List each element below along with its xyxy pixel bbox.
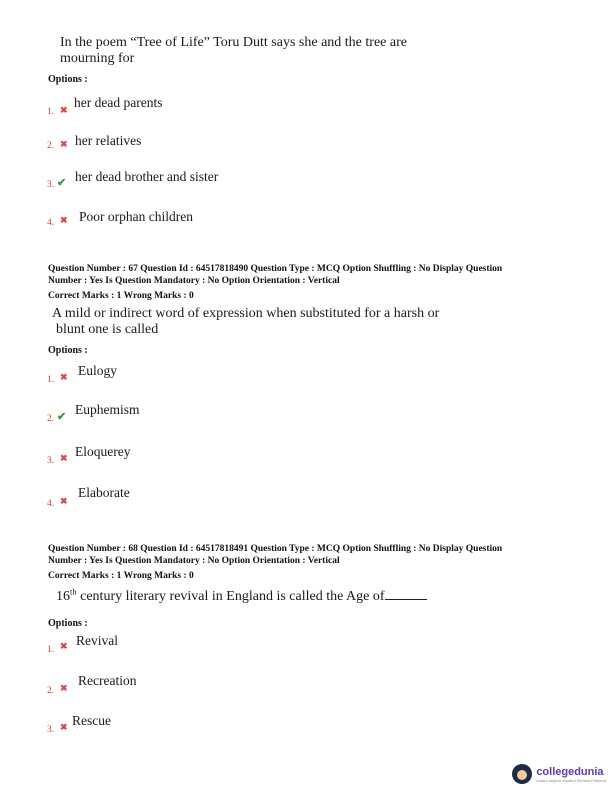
logo-name: collegedunia [536,765,604,778]
wrong-mark-icon: ✖ [60,372,68,382]
wrong-mark-icon: ✖ [60,139,68,149]
q66-option4-text[interactable]: Poor orphan children [79,209,193,224]
q66-option2-number: 2. [47,141,55,151]
q68-option2-number: 2. [47,686,55,696]
answer-blank [385,589,427,600]
q66-options-label: Options : [48,74,88,85]
q68-text-superscript: th [70,586,77,597]
q68-option3-number: 3. [47,725,55,735]
q67-option4-text[interactable]: Elaborate [78,485,130,500]
q68-option1-text[interactable]: Revival [76,633,118,648]
q66-option1-text[interactable]: her dead parents [74,95,163,110]
q67-marks: Correct Marks : 1 Wrong Marks : 0 [48,291,194,301]
q67-text-line1: A mild or indirect word of expression when substituted for a harsh or [52,306,440,321]
q68-option2-text[interactable]: Recreation [78,673,137,688]
q67-option3-number: 3. [47,456,55,466]
mascot-icon [512,764,532,784]
q67-option1-number: 1. [47,375,55,385]
q68-option3-text[interactable]: Rescue [72,713,111,728]
q68-meta-line1: Question Number : 68 Question Id : 64517818491 Question Type : MCQ Option Shuffling : No Display Question [48,544,503,554]
q66-option2-text[interactable]: her relatives [75,133,142,148]
wrong-mark-icon: ✖ [60,641,68,651]
q68-meta-line2: Number : Yes Is Question Mandatory : No Option Orientation : Vertical [48,556,340,566]
wrong-mark-icon: ✖ [60,105,68,115]
wrong-mark-icon: ✖ [60,453,68,463]
q67-option2-text[interactable]: Euphemism [75,402,140,417]
q67-option4-number: 4. [47,499,55,509]
wrong-mark-icon: ✖ [60,683,68,693]
q67-text-line2: blunt one is called [56,322,159,337]
q67-meta-line2: Number : Yes Is Question Mandatory : No Option Orientation : Vertical [48,276,340,286]
correct-check-icon: ✔ [57,411,67,423]
wrong-mark-icon: ✖ [60,722,68,732]
q67-option1-text[interactable]: Eulogy [78,363,117,378]
q67-option3-text[interactable]: Eloquerey [75,444,131,459]
q66-option1-number: 1. [47,107,55,117]
q67-options-label: Options : [48,345,88,356]
q68-option1-number: 1. [47,645,55,655]
q68-text-rest: century literary revival in England is called the Age of [76,589,385,604]
q68-options-label: Options : [48,618,88,629]
logo-text [536,766,606,783]
q66-text-line2: mourning for [60,51,135,66]
collegedunia-logo [512,764,606,784]
q66-option3-number: 3. [47,180,55,190]
correct-check-icon: ✔ [57,177,67,189]
q67-meta-line1: Question Number : 67 Question Id : 64517818490 Question Type : MCQ Option Shuffling : No Display Question [48,264,503,274]
q68-question-text [56,586,427,605]
wrong-mark-icon: ✖ [60,496,68,506]
wrong-mark-icon: ✖ [60,215,68,225]
q68-text-number: 16 [56,589,70,604]
logo-tagline: India's largest Student Review Platform [536,777,606,783]
q66-text-line1: In the poem “Tree of Life” Toru Dutt says she and the tree are [60,35,407,50]
q68-marks: Correct Marks : 1 Wrong Marks : 0 [48,571,194,581]
q67-option2-number: 2. [47,414,55,424]
q66-option3-text[interactable]: her dead brother and sister [75,169,219,184]
q66-option4-number: 4. [47,218,55,228]
